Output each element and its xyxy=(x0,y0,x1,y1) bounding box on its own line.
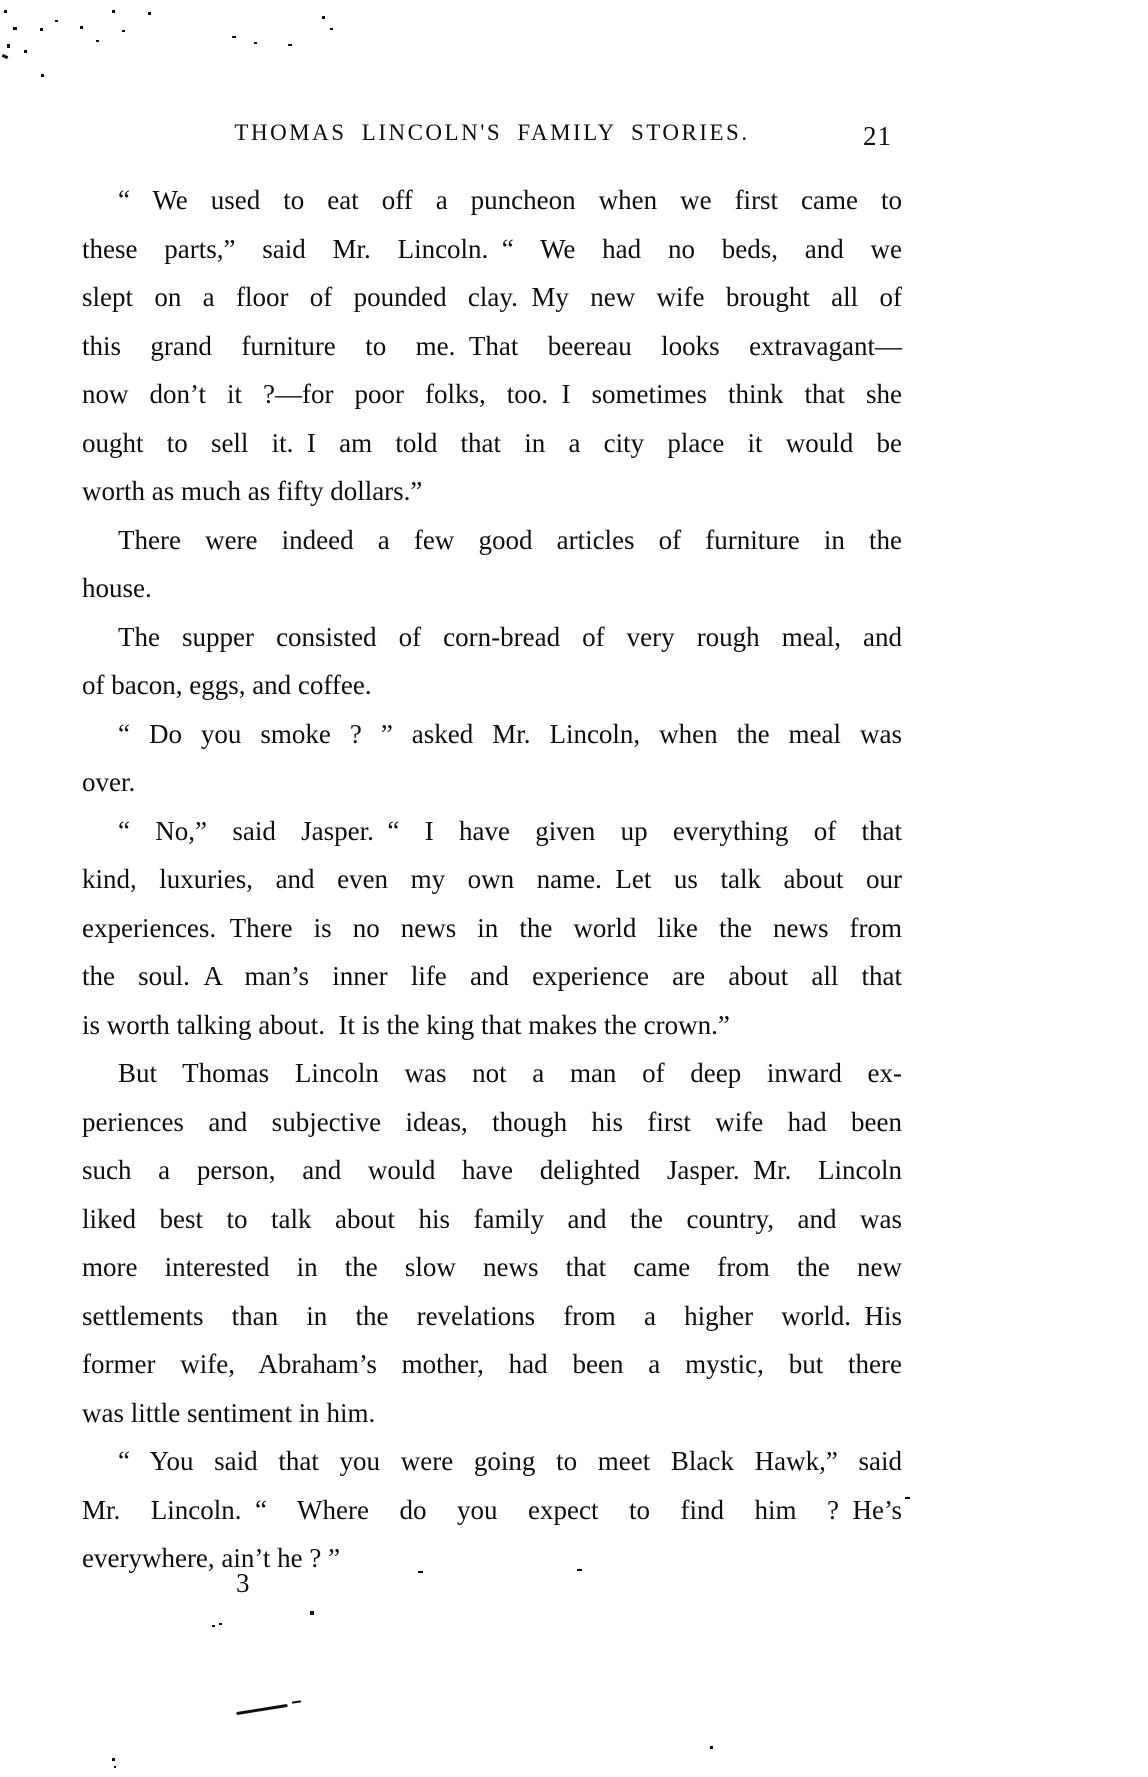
scan-speck xyxy=(4,10,7,13)
text-block xyxy=(82,176,902,1583)
scan-speck xyxy=(112,10,115,13)
scan-speck xyxy=(148,12,151,15)
scan-speck xyxy=(13,27,17,30)
scan-speck xyxy=(330,28,333,30)
text-line: ought to sell it. I am told that in a city place it would be xyxy=(82,427,902,458)
scan-speck xyxy=(112,1758,115,1761)
scan-speck xyxy=(905,1497,910,1499)
scan-speck xyxy=(219,1623,222,1625)
scan-speck xyxy=(310,1611,314,1615)
text-line: now don’t it ?—for poor folks, too. I sometimes think that she xyxy=(82,379,902,409)
scan-speck xyxy=(80,26,83,29)
text-line: periences and subjective ideas, though his first wife had been xyxy=(82,1106,902,1137)
scan-speck xyxy=(122,30,125,32)
text-line: Mr. Lincoln. “ Where do you expect to find him ? He’s xyxy=(82,1494,902,1525)
paragraph xyxy=(82,516,902,613)
scan-speck xyxy=(24,50,27,53)
text-line: experiences. There is no news in the world like the news from xyxy=(82,912,902,943)
text-line: settlements than in the revelations from a higher world. His xyxy=(82,1300,902,1331)
text-line: the soul. A man’s inner life and experience are about all that xyxy=(82,961,902,991)
text-line: over. xyxy=(82,767,136,797)
text-line: such a person, and would have delighted Jasper. Mr. Lincoln xyxy=(82,1155,902,1185)
scan-speck xyxy=(710,1746,713,1749)
text-line: was little sentiment in him. xyxy=(82,1397,376,1428)
text-line: kind, luxuries, and even my own name. Let us talk about our xyxy=(82,864,902,894)
text-line: liked best to talk about his family and the country, and was xyxy=(82,1203,902,1234)
text-line: worth as much as fifty dollars.” xyxy=(82,476,423,506)
scan-speck xyxy=(2,54,9,59)
scan-speck xyxy=(232,36,236,38)
scan-speck xyxy=(254,42,257,44)
text-line: “ We used to eat off a puncheon when we first came to xyxy=(118,185,902,215)
page-number: 21 xyxy=(863,121,892,151)
scan-speck xyxy=(40,28,43,31)
scan-speck xyxy=(96,40,99,42)
text-line: more interested in the slow news that came from the new xyxy=(82,1252,902,1282)
text-line: is worth talking about. It is the king that makes the crown.” xyxy=(82,1009,730,1040)
text-line: “ Do you smoke ? ” asked Mr. Lincoln, when the meal was xyxy=(118,718,902,749)
paragraph xyxy=(82,1437,902,1583)
text-line: these parts,” said Mr. Lincoln. “ We had no beds, and we xyxy=(82,233,902,264)
scan-speck xyxy=(212,1625,215,1627)
scan-speck xyxy=(114,1766,116,1768)
text-line: “ No,” said Jasper. “ I have given up everything of that xyxy=(118,815,902,846)
text-line: But Thomas Lincoln was not a man of deep inward ex- xyxy=(118,1058,902,1088)
text-line: There were indeed a few good articles of furniture in the xyxy=(118,524,902,555)
pen-stroke xyxy=(236,1704,288,1715)
paragraph xyxy=(82,710,902,807)
paragraph xyxy=(82,613,902,710)
scan-speck xyxy=(7,44,10,48)
scan-speck xyxy=(55,20,58,22)
text-line: house. xyxy=(82,573,152,603)
signature-mark: 3 xyxy=(236,1568,250,1598)
running-header-title: THOMAS LINCOLN'S FAMILY STORIES. xyxy=(234,120,750,145)
text-line: “ You said that you were going to meet Black Hawk,” said xyxy=(118,1446,902,1476)
paragraph xyxy=(82,176,902,516)
text-line: everywhere, ain’t he ? ” xyxy=(82,1543,341,1573)
text-line: this grand furniture to me. That beereau looks extravagant— xyxy=(82,330,902,361)
paragraph xyxy=(82,807,902,1050)
scan-speck xyxy=(322,16,325,19)
paragraph xyxy=(82,1049,902,1437)
scan-speck xyxy=(288,44,292,46)
running-header xyxy=(82,120,902,156)
scan-speck xyxy=(418,1571,423,1573)
scan-speck xyxy=(41,74,44,77)
pen-stroke-dash xyxy=(292,1700,301,1703)
text-line: slept on a floor of pounded clay. My new wife brought all of xyxy=(82,282,902,312)
text-line: The supper consisted of corn-bread of very rough meal, and xyxy=(118,621,902,652)
scan-speck xyxy=(577,1569,582,1571)
text-line: former wife, Abraham’s mother, had been a mystic, but there xyxy=(82,1349,902,1379)
text-line: of bacon, eggs, and coffee. xyxy=(82,670,372,700)
